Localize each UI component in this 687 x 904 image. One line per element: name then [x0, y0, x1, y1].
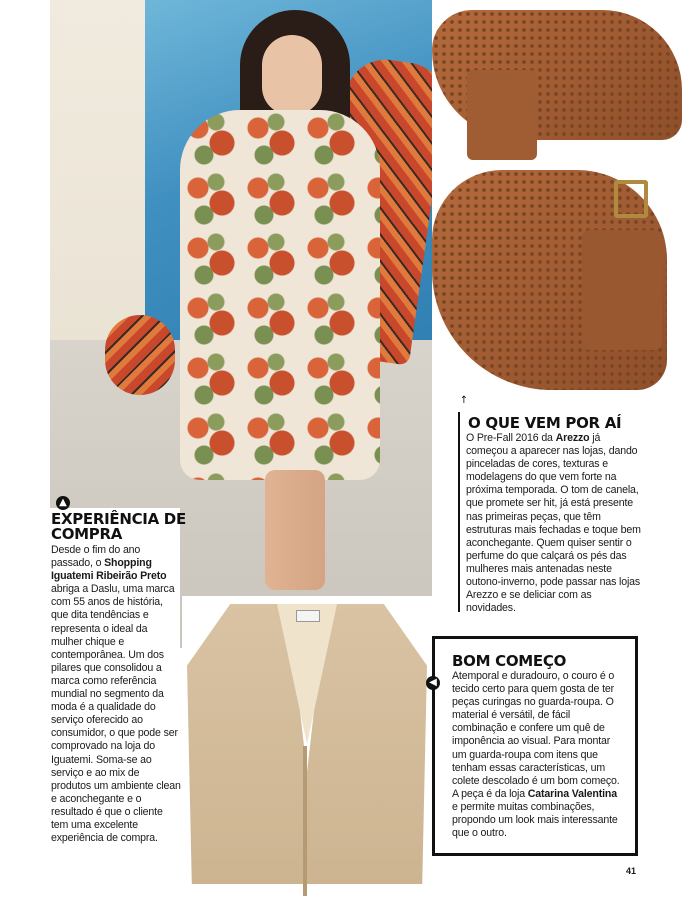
arrow-left-icon: ◀ — [426, 676, 440, 690]
page-number: 41 — [626, 866, 637, 876]
shoe-buckle — [614, 180, 648, 218]
experiencia-title: EXPERIÊNCIA DE COMPRA — [51, 510, 186, 543]
chair-seat — [105, 315, 175, 395]
floral-dress — [180, 110, 380, 480]
experiencia-text-2: abriga a Daslu, uma marca com 55 anos de história, que dita tendências e representa o ideal da mulher chique e contemporânea. Um dos pilares que consolidou a marca como referência mundial no segmento da moda é a qualidade do serviço oferecido ao consumidor, o que pode ser comprovado na loja do Iguatemi. Soma-se ao serviço e ao mix de produtos um ambiente clean e aconchegante e o resultado é que o cliente tem uma excelente experiência de compra. — [51, 583, 181, 845]
experiencia-text-1: Desde o fim do ano passado, o — [51, 544, 141, 570]
bom-text-1: Atemporal e duradouro, o couro é o tecido certo para quem gosta de ter peças curingas no guarda-roupa. O material é versátil, de fácil combinação e confere um quê de imponência ao visual. Para montar um guarda-roupa com itens que tenham essas características, um colete descolado é um bom começo. A peça é da loja — [452, 670, 620, 800]
bom-comeco-title: BOM COMEÇO — [452, 652, 567, 670]
shoe-bottom-heel — [582, 230, 662, 350]
model-legs — [265, 470, 325, 590]
model-face — [262, 35, 322, 115]
vem-text-1: O Pre-Fall 2016 da — [466, 432, 556, 444]
vem-text-2: já começou a aparecer nas lojas, dando pinceladas de cores, texturas e modelagens do que vem forte na próxima temporada. O tom de canela, que promete ser hit, já está presente nas primeiras peças, que têm estruturas mais fechadas e toque bem aconchegante. Quem quiser sentir o perfume do que calçará os pés das mulheres mais antenadas neste outono-inverno, pode passar nas lojas Arezzo e se deliciar com as novidades. — [466, 432, 641, 615]
experiencia-shopping-name: Shopping Iguatemi Ribeirão Preto — [51, 557, 167, 583]
vest-label — [296, 610, 320, 622]
vest-lace — [303, 746, 307, 896]
vem-brand: Arezzo — [555, 432, 590, 444]
arrow-up-icon: ▲ — [56, 496, 70, 510]
vest-photo — [182, 596, 432, 904]
vem-por-ai-title: O QUE VEM POR AÍ — [468, 414, 622, 432]
shoe-top-heel — [467, 70, 537, 160]
bom-text-2: e permite muitas combinações, propondo um look mais interessante que o outro. — [452, 800, 618, 840]
bom-store: Catarina Valentina — [527, 787, 617, 800]
arrow-pointer-icon: ↑ — [459, 395, 469, 406]
vem-por-ai-rule — [458, 412, 460, 612]
shoes-photo — [432, 0, 687, 410]
bom-comeco-body — [452, 670, 624, 840]
experiencia-body — [51, 544, 181, 845]
vem-por-ai-body — [466, 432, 641, 615]
